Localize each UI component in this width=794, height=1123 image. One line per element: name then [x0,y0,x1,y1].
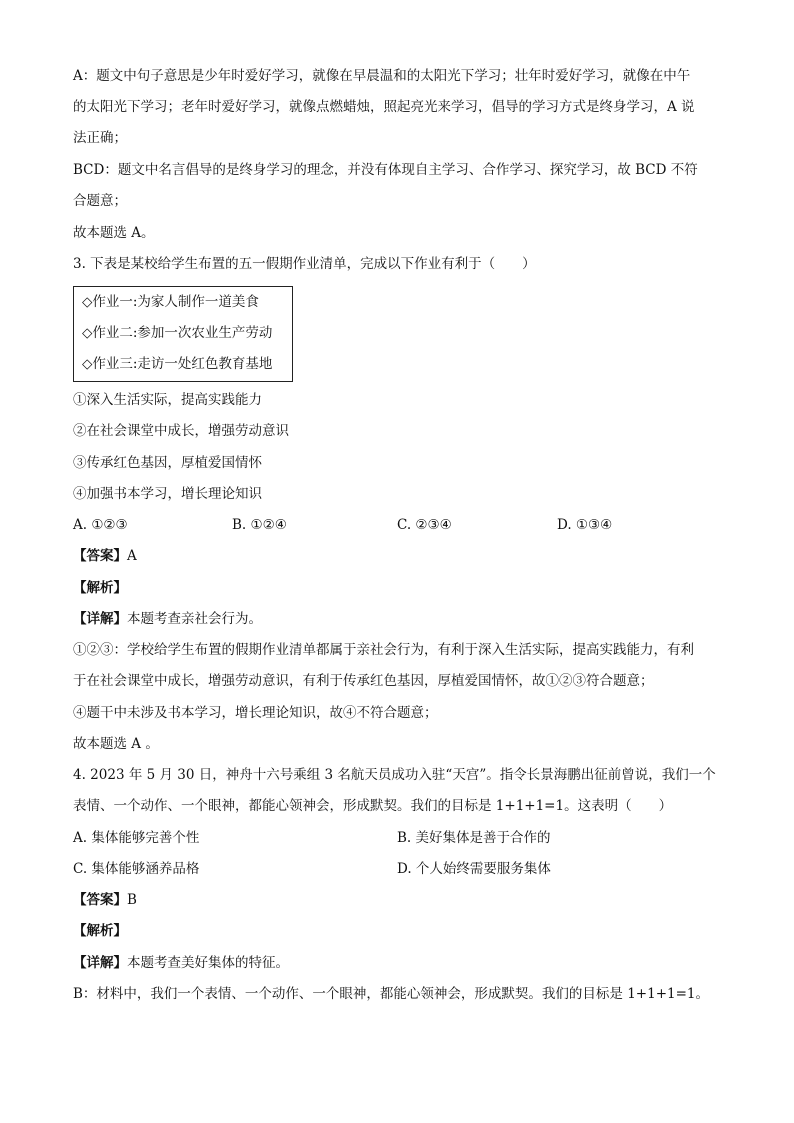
q3-statement-1: ①深入生活实际，提高实践能力 [73,392,262,408]
q3-conclusion: 故本题选 A 。 [73,736,159,752]
q3-detail-tag: 【详解】 [73,611,127,627]
homework-item-2: ◇作业二:参加一次农业生产劳动 [82,325,273,341]
q3-stem: 3. 下表是某校给学生布置的五一假期作业清单，完成以下作业有利于（ ） [73,256,536,272]
q4-option-c: C. 集体能够涵养品格 [73,861,200,877]
homework-list-box [73,286,293,382]
q4-stem-line-1: 4. 2023 年 5 月 30 日，神舟十六号乘组 3 名航天员成功入驻“天宫”。指令长景海鹏出征前曾说，我们一个 [73,767,716,783]
q4-detail [73,953,289,973]
q3-option-b: B. ①②④ [232,517,287,533]
q4-answer-tag: 【答案】 [73,892,127,908]
q3-explain-line-1: ①②③：学校给学生布置的假期作业清单都属于亲社会行为，有利于深入生活实际，提高实践能力，有利 [73,642,694,658]
q4-analysis-tag [73,921,127,941]
q3-statement-3: ③传承红色基因，厚植爱国情怀 [73,455,262,471]
q3-detail [73,609,262,629]
q3-answer [73,546,137,566]
q2-conclusion: 故本题选 A。 [73,225,155,241]
para-bcd-line-2: 合题意； [73,193,127,209]
para-bcd-line-1: BCD：题文中名言倡导的是终身学习的理念，并没有体现自主学习、合作学习、探究学习，故 BCD 不符 [73,162,698,178]
q4-analysis-label: 【解析】 [73,923,127,939]
q3-answer-value: A [127,548,137,564]
q4-answer [73,890,137,910]
q3-explain-line-3: ④题干中未涉及书本学习，增长理论知识，故④不符合题意； [73,705,438,721]
q4-detail-tag: 【详解】 [73,955,127,971]
q3-analysis-label: 【解析】 [73,580,127,596]
para-a-line-1: A：题文中句子意思是少年时爱好学习，就像在早晨温和的太阳光下学习；壮年时爱好学习，就像在中午 [73,68,691,84]
q3-explain-line-2: 于在社会课堂中成长，增强劳动意识，有利于传承红色基因，厚植爱国情怀，故①②③符合题意； [73,673,654,689]
q3-answer-tag: 【答案】 [73,548,127,564]
para-a-line-3: 法正确； [73,130,127,146]
homework-item-3: ◇作业三:走访一处红色教育基地 [82,356,273,372]
homework-item-1: ◇作业一:为家人制作一道美食 [82,294,259,310]
q3-statement-4: ④加强书本学习，增长理论知识 [73,486,262,502]
q4-detail-text: 本题考查美好集体的特征。 [127,955,289,971]
q3-option-a: A. ①②③ [73,517,128,533]
q3-analysis-tag [73,578,127,598]
para-a-line-2: 的太阳光下学习；老年时爱好学习，就像点燃蜡烛，照起亮光来学习，倡导的学习方式是终身学习，A 说 [73,99,695,115]
q4-option-b: B. 美好集体是善于合作的 [397,830,551,846]
q3-option-d: D. ①③④ [557,517,613,533]
q3-option-c: C. ②③④ [397,517,452,533]
q4-explain-line-1: B：材料中，我们一个表情、一个动作、一个眼神，都能心领神会，形成默契。我们的目标是 1+1+1=1。 [73,986,710,1002]
q4-option-a: A. 集体能够完善个性 [73,830,200,846]
q3-detail-text: 本题考查亲社会行为。 [127,611,262,627]
q4-stem-line-2: 表情、一个动作、一个眼神，都能心领神会，形成默契。我们的目标是 1+1+1=1。这表明（ ） [73,798,673,814]
q4-answer-value: B [127,892,137,908]
q3-statement-2: ②在社会课堂中成长，增强劳动意识 [73,423,289,439]
q4-option-d: D. 个人始终需要服务集体 [397,861,551,877]
